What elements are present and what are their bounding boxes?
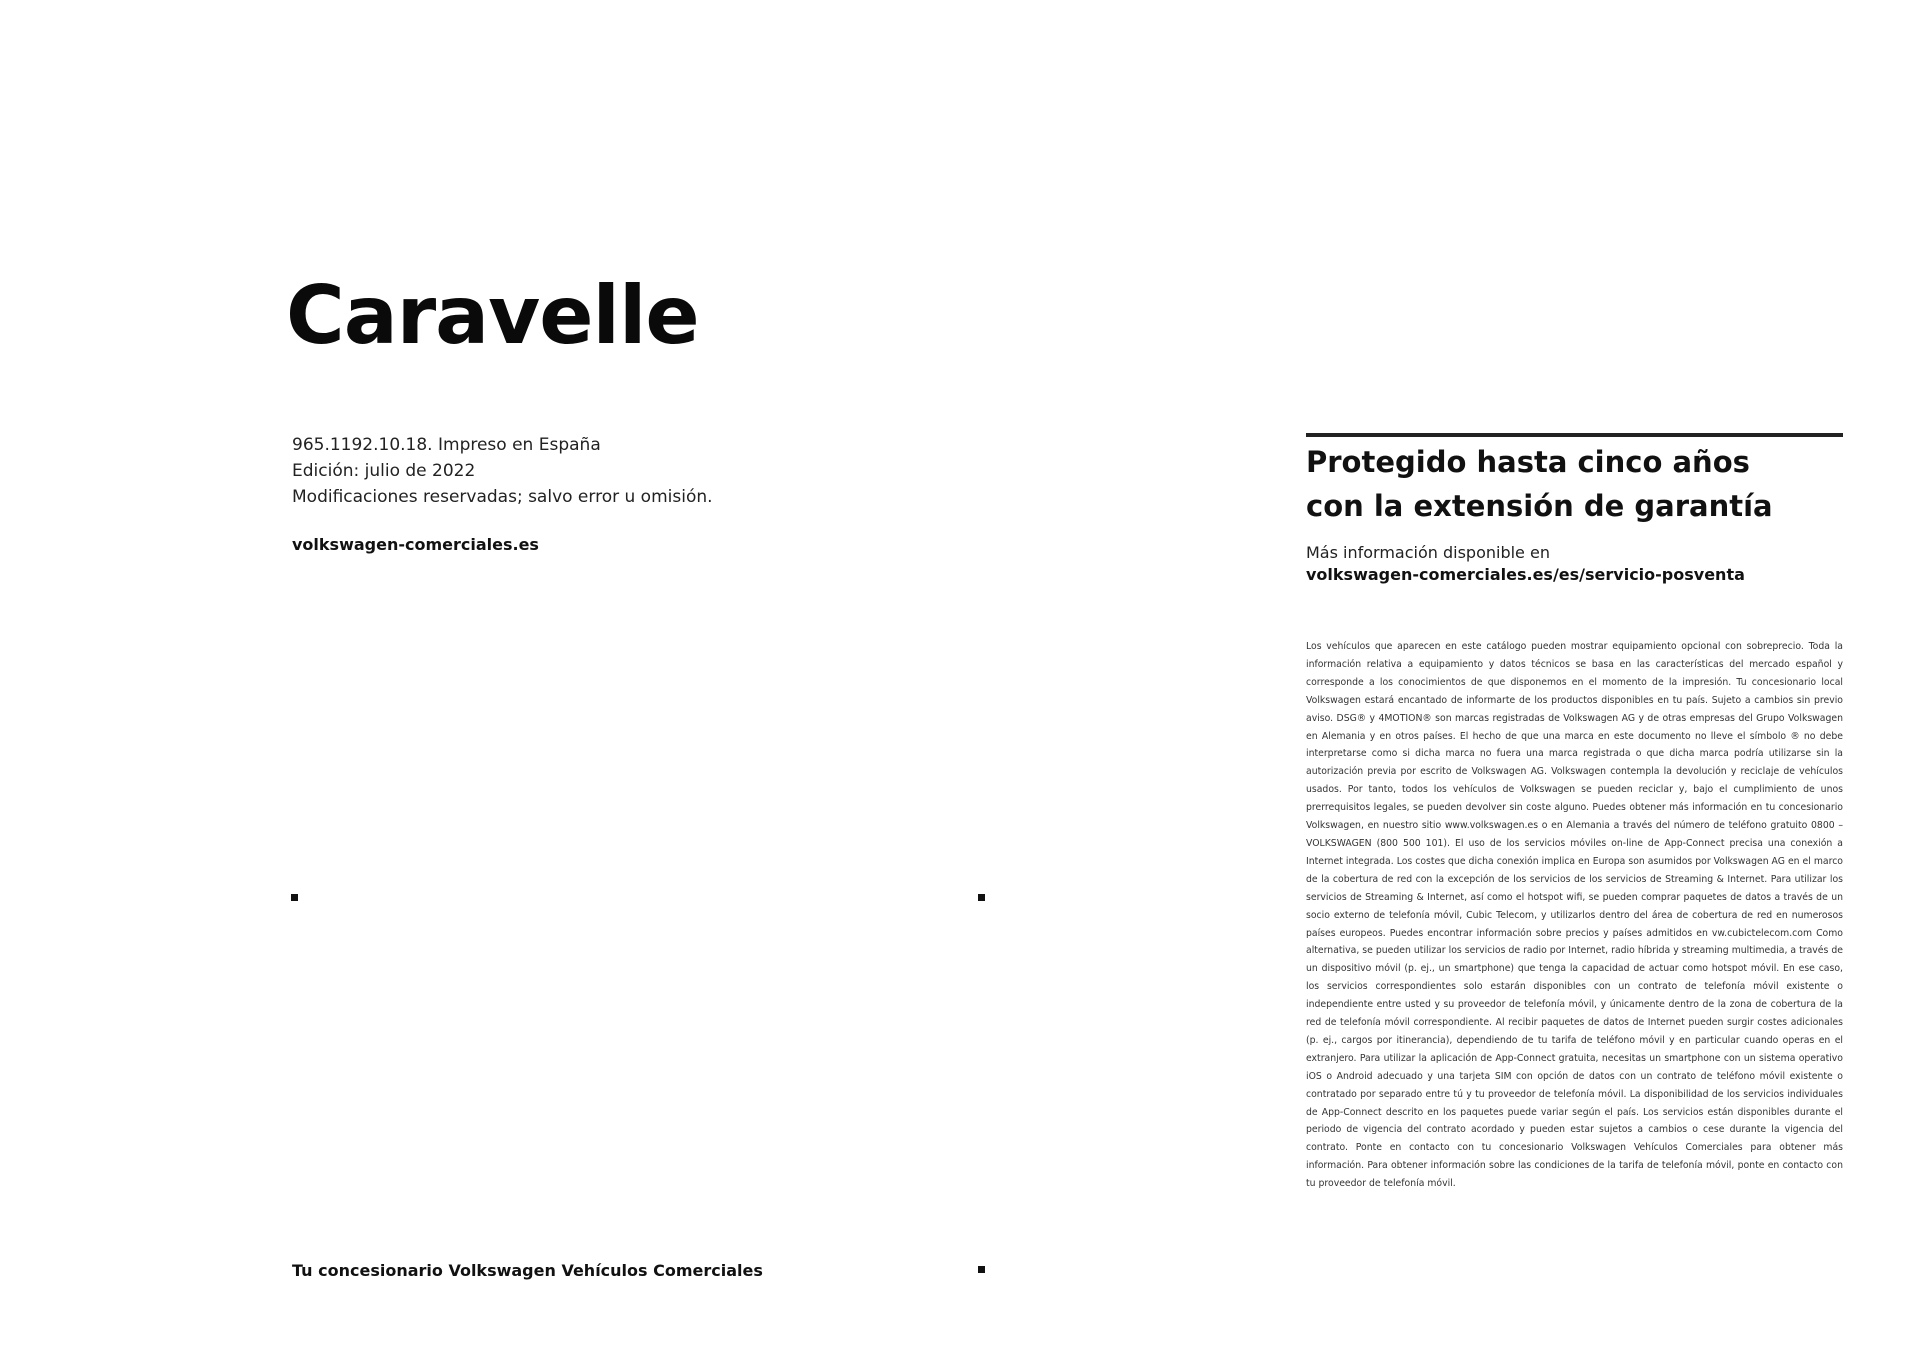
print-info-line: Edición: julio de 2022 [292,461,476,481]
more-info-url: volkswagen-comerciales.es/es/servicio-posventa [1306,565,1745,584]
print-info-line: Modificaciones reservadas; salvo error u omisión. [292,487,713,507]
heading-rule [1306,433,1843,437]
crop-mark [291,894,298,901]
warranty-heading-line: con la extensión de garantía [1306,489,1773,523]
legal-disclaimer: Los vehículos que aparecen en este catálogo pueden mostrar equipamiento opcional con sobreprecio. Toda la información relativa a equipamiento y datos técnicos se basa en las características del mercado español y corresponde a los conocimientos de que disponemos en el momento de la impresión. Tu concesionario local Volkswagen estará encantado de informarte de los productos disponibles en tu país. Sujeto a cambios sin previo aviso. DSG® y 4MOTION® son marcas registradas de Volkswagen AG y de otras empresas del Grupo Volkswagen en Alemania y en otros países. El hecho de que una marca en este documento no lleve el símbolo ® no debe interpretarse como si dicha marca no fuera una marca registrada o que dicha marca podría utilizarse sin la autorización previa por escrito de Volkswagen AG. Volkswagen contempla la devolución y reciclaje de vehículos usados. Por tanto, todos los vehículos de Volkswagen se pueden reciclar y, bajo el cumplimiento de unos prerrequisitos legales, se pueden devolver sin coste alguno. Puedes obtener más información en tu concesionario Volkswagen, en nuestro sitio www.volkswagen.es o en Alemania a través del número de teléfono gratuito 0800 – VOLKSWAGEN (800 500 101). El uso de los servicios móviles on-line de App-Connect precisa una conexión a Internet integrada. Los costes que dicha conexión implica en Europa son asumidos por Volkswagen AG en el marco de la cobertura de red con la excepción de los servicios de los servicios de Streaming & Internet. Para utilizar los servicios de Streaming & Internet, así como el hotspot wifi, se pueden comprar paquetes de datos a través de un socio externo de telefonía móvil, Cubic Telecom, y utilizarlos dentro del área de cobertura de red en numerosos países europeos. Puedes encontrar información sobre precios y países admitidos en vw.cubictelecom.com Como alternativa, se pueden utilizar los servicios de radio por Internet, radio híbrida y streaming multimedia, a través de un dispositivo móvil (p. ej., un smartphone) que tenga la capacidad de actuar como hotspot móvil. En ese caso, los servicios correspondientes solo estarán disponibles con un contrato de telefonía móvil existente o independiente entre usted y su proveedor de telefonía móvil, y únicamente dentro de la zona de cobertura de la red de telefonía móvil correspondiente. Al recibir paquetes de datos de Internet pueden surgir costes adicionales (p. ej., cargos por itinerancia), dependiendo de tu tarifa de teléfono móvil y en particular cuando operas en el extranjero. Para utilizar la aplicación de App-Connect gratuita, necesitas un smartphone con un sistema operativo iOS o Android adecuado y una tarjeta SIM con opción de datos con un contrato de teléfono móvil existente o contratado por separado entre tú y tu proveedor de telefonía móvil. La disponibilidad de los servicios individuales de App-Connect descrito en los paquetes puede variar según el país. Los servicios están disponibles durante el periodo de vigencia del contrato acordado y pueden estar sujetos a cambios o cese durante la vigencia del contrato. Ponte en contacto con tu concesionario Volkswagen Vehículos Comerciales para obtener más información. Para obtener información sobre las condiciones de la tarifa de telefonía móvil, ponte en contacto con tu proveedor de telefonía móvil. [1306,641,1843,1190]
more-info [1306,542,1745,586]
warranty-heading [1306,440,1773,528]
document-title: Caravelle [286,269,699,362]
print-info [292,432,713,510]
crop-mark [978,894,985,901]
warranty-heading-line: Protegido hasta cinco años [1306,445,1750,479]
print-info-line: 965.1192.10.18. Impreso en España [292,435,601,455]
dealer-label: Tu concesionario Volkswagen Vehículos Comerciales [292,1261,763,1280]
website-link: volkswagen-comerciales.es [292,535,539,554]
more-info-label: Más información disponible en [1306,543,1550,562]
crop-mark [978,1266,985,1273]
